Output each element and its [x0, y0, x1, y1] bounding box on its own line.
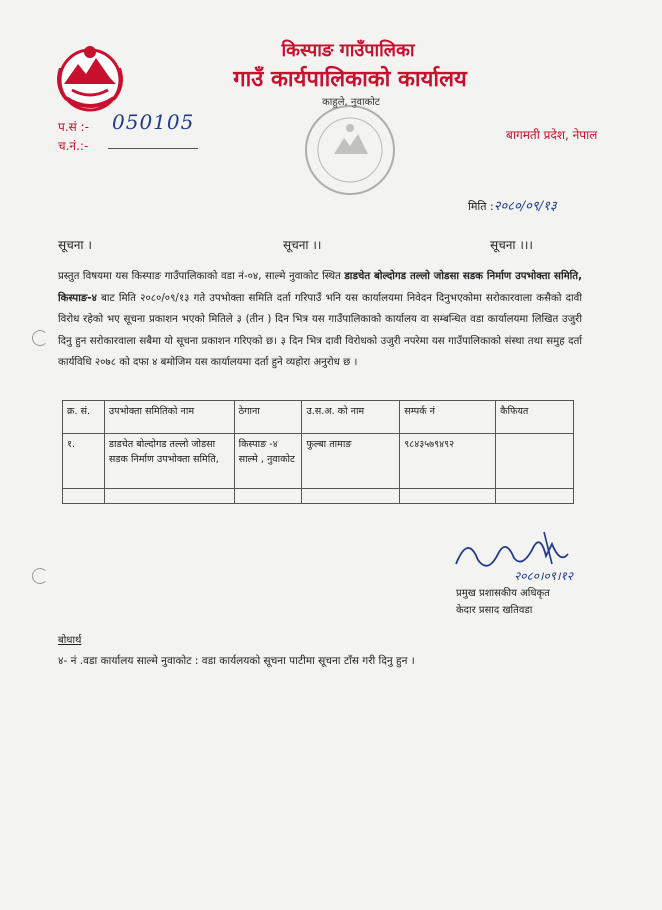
- cn-label: च.नं.:-: [58, 139, 89, 153]
- cell-remarks: [496, 434, 574, 489]
- notice-heading-2: सूचना ।।: [283, 238, 322, 252]
- cell-contact: ९८४३५७९४९२: [400, 434, 496, 489]
- signature-date: २०८०।०९।१२: [514, 569, 574, 583]
- ps-value: 050105: [112, 110, 195, 134]
- cell-address: किस्पाङ -४ साल्मे , नुवाकोट: [234, 434, 302, 489]
- office-address: काहुले, नुवाकोट: [322, 97, 380, 108]
- punch-hole-icon: [32, 568, 48, 584]
- office-name: गाउँ कार्यपालिकाको कार्यालय: [233, 67, 467, 92]
- municipality-name: किस्पाङ गाउँपालिका: [281, 40, 415, 61]
- province-label: बागमती प्रदेश, नेपाल: [506, 128, 598, 142]
- notice-heading-3: सूचना ।।।: [490, 238, 533, 252]
- date-label: मिति :: [468, 200, 494, 213]
- cell-sn: १.: [63, 434, 105, 489]
- cn-underline: [108, 148, 198, 149]
- body-part-2: बाट मिति २०८०/०९/१३ गते उपभोक्ता समिति दर्ता गरिपाउँ भनि यस कार्यालयमा निवेदन दिनुभएकोमा सरोकारवाला कसैको दावी विरोध रहेको भए सूचना प्रकाशन भएको मितिले ३ (तीन ) दिन भित्र यस गाउँपालिकाको कार्यालय वा सम्बन्धित वडा कार्यालयमा लिखित उजुरी दिनु हुन सरोकारवाला सबैमा यो सूचना प्रकाशन गरिएको छ। ३ दिन भित्र दावी विरोधको उजुरी नपरेमा यस गाउँपालिकाको संस्था तथा समुह दर्ता कार्यविधि २०७८ को दफा ४ बमोजिम यस कार्यालयमा दर्ता हुने व्यहोरा अनुरोध छ ।: [58, 292, 582, 368]
- table-header-row: [63, 401, 574, 434]
- col-header-contact: सम्पर्क नं: [400, 401, 496, 434]
- signature-icon: [448, 524, 618, 584]
- col-header-name: उपभोक्ता समितिको नाम: [104, 401, 234, 434]
- info-line: ४- नं .वडा कार्यालय साल्मे नुवाकोट : वडा कार्यलयको सूचना पाटीमा सूचना टाँस गरी दिनु हुन ।: [58, 655, 415, 667]
- signatory-name: केदार प्रसाद खतिवडा: [456, 605, 533, 616]
- col-header-remarks: कैफियत: [496, 401, 574, 434]
- notice-body: [58, 266, 582, 374]
- date-line: [468, 196, 557, 214]
- committee-table: [62, 400, 574, 504]
- date-value: २०८०/०९/१३: [493, 199, 557, 214]
- col-header-chair: उ.स.अ. को नाम: [302, 401, 400, 434]
- table-row: [63, 434, 574, 489]
- col-header-address: ठेगाना: [234, 401, 302, 434]
- body-committee-name: डाडचेत बोल्दोगड तल्लो जोडसा सडक निर्माण उपभोक्ता समिति, किस्पाङ-४: [58, 271, 582, 304]
- info-heading: बोधार्थ: [58, 635, 82, 646]
- ps-label: प.सं :-: [58, 120, 89, 134]
- signatory-title: प्रमुख प्रशासकीय अधिकृत: [456, 588, 550, 599]
- punch-hole-icon: [32, 330, 48, 346]
- cell-name: डाडचेत बोल्दोगड तल्लो जोडसा सडक निर्माण उपभोक्ता समिति,: [104, 434, 234, 489]
- notice-heading-1: सूचना ।: [58, 238, 92, 252]
- body-part-1: प्रस्तुत विषयमा यस किस्पाङ गाउँपालिकाको वडा नं-०४, साल्मे नुवाकोट स्थित: [58, 271, 345, 282]
- table-empty-row: [63, 489, 574, 504]
- col-header-sn: क्र. सं.: [63, 401, 105, 434]
- office-stamp-icon: [300, 102, 400, 198]
- cell-chair: फुल्बा तामाङ: [302, 434, 400, 489]
